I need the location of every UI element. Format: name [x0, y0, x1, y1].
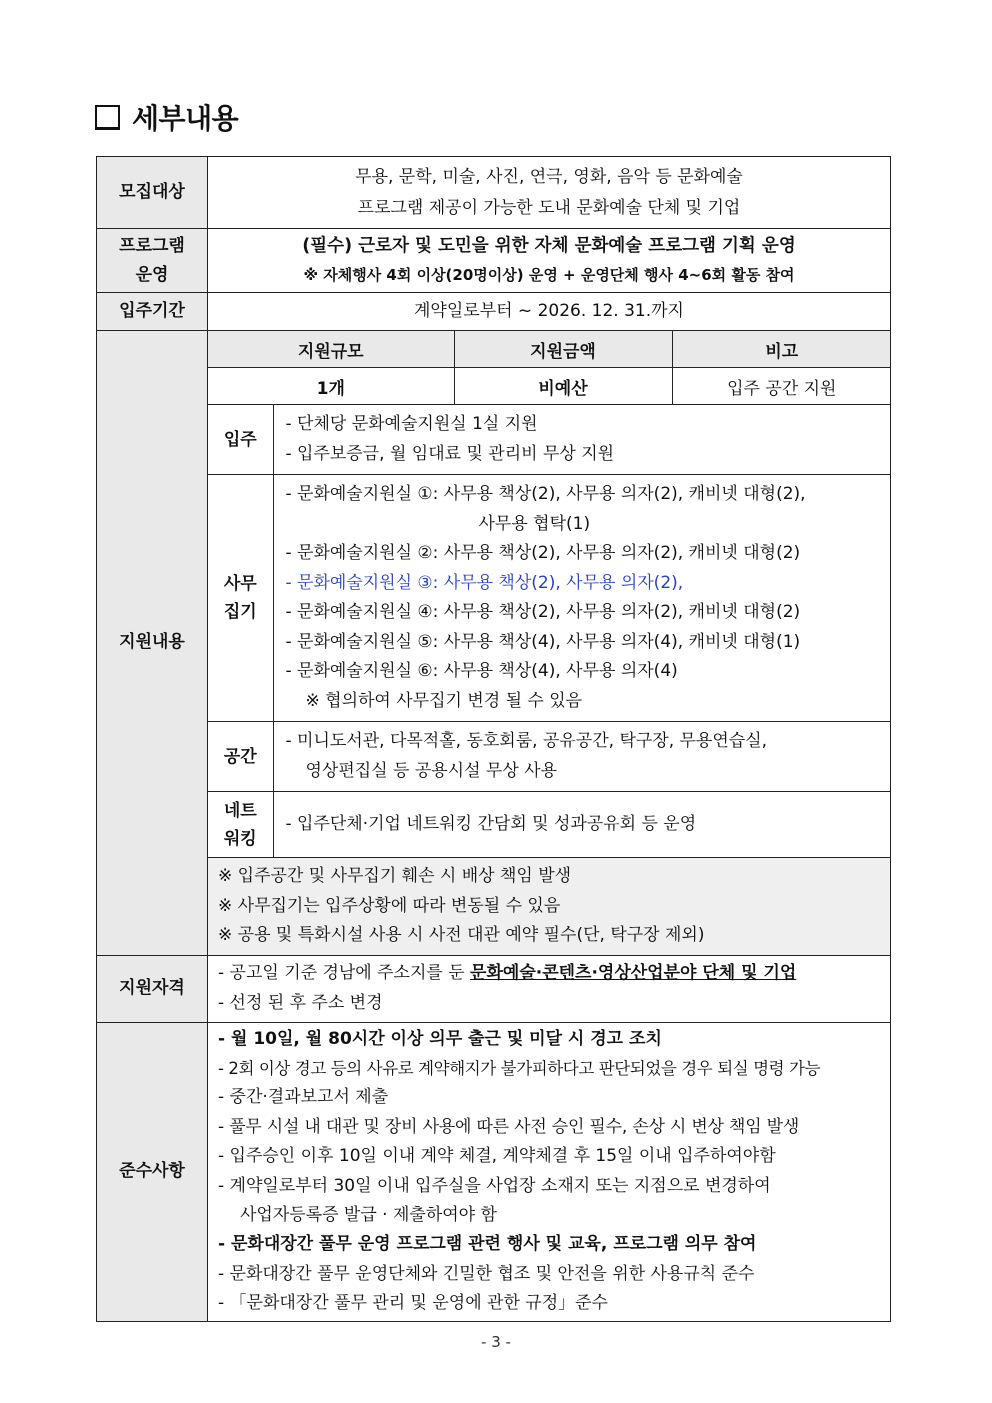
row-recruit — [97, 157, 891, 229]
label-network-line-1: 네트 — [223, 800, 257, 821]
recruit-content — [208, 157, 891, 229]
row-qualification — [97, 955, 891, 1022]
program-line-1: (필수) 근로자 및 도민을 위한 자체 문화예술 프로그램 기획 운영 — [302, 235, 796, 256]
support-notes — [208, 858, 891, 955]
label-furniture — [208, 475, 273, 722]
qualification-line-1-emphasis: 문화예술·콘텐츠·영상산업분야 단체 및 기업 — [470, 963, 797, 983]
support-network-row — [208, 792, 891, 858]
furniture-line-5: - 문화예술지원실 ⑤: 사무용 책상(4), 사무용 의자(4), 캐비넷 대형(1) — [285, 631, 801, 652]
label-support: 지원내용 — [97, 331, 208, 956]
value-scale: 1개 — [208, 368, 454, 405]
header-amount: 지원금액 — [454, 331, 672, 368]
furniture-line-4: - 문화예술지원실 ④: 사무용 책상(2), 사무용 의자(2), 캐비넷 대형(2) — [285, 602, 801, 622]
row-support — [97, 331, 891, 956]
qualification-list — [208, 955, 891, 1022]
header-scale: 지원규모 — [208, 331, 454, 368]
value-amount: 비예산 — [454, 368, 672, 405]
qualification-line-2: - 선정 된 후 주소 변경 — [218, 992, 383, 1013]
row-program — [97, 229, 891, 293]
recruit-line-2: 프로그램 제공이 가능한 도내 문화예술 단체 및 기업 — [357, 197, 741, 218]
row-period — [97, 293, 891, 331]
support-note-1: ※ 입주공간 및 사무집기 훼손 시 배상 책임 발생 — [218, 866, 572, 886]
label-recruit: 모집대상 — [97, 157, 208, 229]
row-rules — [97, 1022, 891, 1321]
rules-line-3: - 중간·결과보고서 제출 — [218, 1087, 389, 1108]
rules-line-9: - 「문화대장간 풀무 관리 및 운영에 관한 규정」준수 — [218, 1293, 608, 1314]
label-qualification: 지원자격 — [97, 955, 208, 1022]
furniture-line-3: - 문화예술지원실 ③: 사무용 책상(2), 사무용 의자(2), — [285, 572, 684, 593]
space-line-2: 영상편집실 등 공용시설 무상 사용 — [305, 760, 558, 781]
program-line-2: ※ 자체행사 4회 이상(20명이상) 운영 + 운영단체 행사 4~6회 활동 참여 — [303, 265, 795, 284]
details-table — [96, 156, 891, 1322]
period-value: 계약일로부터 ~ 2026. 12. 31.까지 — [208, 293, 891, 331]
support-space-row — [208, 722, 891, 792]
section-heading — [95, 97, 238, 137]
support-residence-row — [208, 405, 891, 475]
qualification-line-1-prefix: - 공고일 기준 경남에 주소지를 둔 — [218, 963, 471, 983]
label-rules: 준수사항 — [97, 1022, 208, 1321]
furniture-line-1: - 문화예술지원실 ①: 사무용 책상(2), 사무용 의자(2), 캐비넷 대형(2), — [285, 484, 806, 504]
label-program-line-1: 프로그램 — [119, 235, 185, 256]
furniture-line-6: - 문화예술지원실 ⑥: 사무용 책상(4), 사무용 의자(4) — [285, 661, 678, 681]
rules-list — [208, 1022, 891, 1321]
support-notes-row — [208, 858, 891, 955]
label-network — [208, 792, 273, 858]
support-content — [208, 331, 891, 956]
furniture-line-2: - 문화예술지원실 ②: 사무용 책상(2), 사무용 의자(2), 캐비넷 대형(2) — [285, 543, 801, 563]
support-inner-table — [208, 331, 891, 955]
furniture-line-1-cont: 사무용 협탁(1) — [478, 513, 591, 534]
qualification-line-1 — [218, 959, 882, 989]
furniture-list — [273, 475, 891, 722]
rules-line-8: - 문화대장간 풀무 운영단체와 긴밀한 협조 및 안전을 위한 사용규칙 준수 — [218, 1263, 755, 1284]
header-note: 비고 — [672, 331, 891, 368]
support-note-2: ※ 사무집기는 입주상황에 따라 변동될 수 있음 — [218, 895, 561, 916]
label-period: 입주기간 — [97, 293, 208, 331]
rules-line-4: - 풀무 시설 내 대관 및 장비 사용에 따른 사전 승인 필수, 손상 시 변상 책임 발생 — [218, 1116, 800, 1137]
network-list — [273, 792, 891, 858]
residence-line-1: - 단체당 문화예술지원실 1실 지원 — [285, 414, 538, 434]
space-list — [273, 722, 891, 792]
value-note: 입주 공간 지원 — [672, 368, 891, 405]
program-content — [208, 229, 891, 293]
section-title: 세부내용 — [132, 102, 239, 135]
label-network-line-2: 워킹 — [223, 828, 257, 849]
network-line-1: - 입주단체·기업 네트워킹 간담회 및 성과공유회 등 운영 — [285, 813, 697, 834]
support-note-3: ※ 공용 및 특화시설 사용 시 사전 대관 예약 필수(단, 탁구장 제외) — [218, 925, 705, 945]
page-number: - 3 - — [481, 1333, 511, 1351]
rules-line-2: - 2회 이상 경고 등의 사유로 계약해지가 불가피하다고 판단되었을 경우 퇴실 명령 가능 — [218, 1058, 821, 1078]
residence-line-2: - 입주보증금, 월 임대료 및 관리비 무상 지원 — [285, 443, 615, 464]
support-header-row — [208, 331, 891, 368]
checkbox-square-icon — [95, 105, 120, 130]
label-program-line-2: 운영 — [135, 264, 169, 285]
support-furniture-row — [208, 475, 891, 722]
label-furniture-line-1: 사무 — [223, 574, 257, 594]
label-residence: 입주 — [208, 405, 273, 475]
label-space: 공간 — [208, 722, 273, 792]
rules-line-7: - 문화대장간 풀무 운영 프로그램 관련 행사 및 교육, 프로그램 의무 참여 — [218, 1234, 757, 1255]
residence-list — [273, 405, 891, 475]
label-furniture-line-2: 집기 — [223, 602, 257, 622]
rules-line-6-cont: 사업자등록증 발급 · 제출하여야 함 — [240, 1204, 497, 1225]
recruit-line-1: 무용, 문학, 미술, 사진, 연극, 영화, 음악 등 문화예술 — [355, 166, 743, 187]
furniture-note: ※ 협의하여 사무집기 변경 될 수 있음 — [305, 690, 583, 711]
rules-line-6: - 계약일로부터 30일 이내 입주실을 사업장 소재지 또는 지점으로 변경하여 — [218, 1175, 771, 1196]
rules-line-5: - 입주승인 이후 10일 이내 계약 체결, 계약체결 후 15일 이내 입주하여야함 — [218, 1146, 776, 1167]
support-value-row — [208, 368, 891, 405]
label-program — [97, 229, 208, 293]
rules-line-1: - 월 10일, 월 80시간 이상 의무 출근 및 미달 시 경고 조치 — [218, 1028, 662, 1049]
space-line-1: - 미니도서관, 다목적홀, 동호회룸, 공유공간, 탁구장, 무용연습실, — [285, 731, 768, 751]
